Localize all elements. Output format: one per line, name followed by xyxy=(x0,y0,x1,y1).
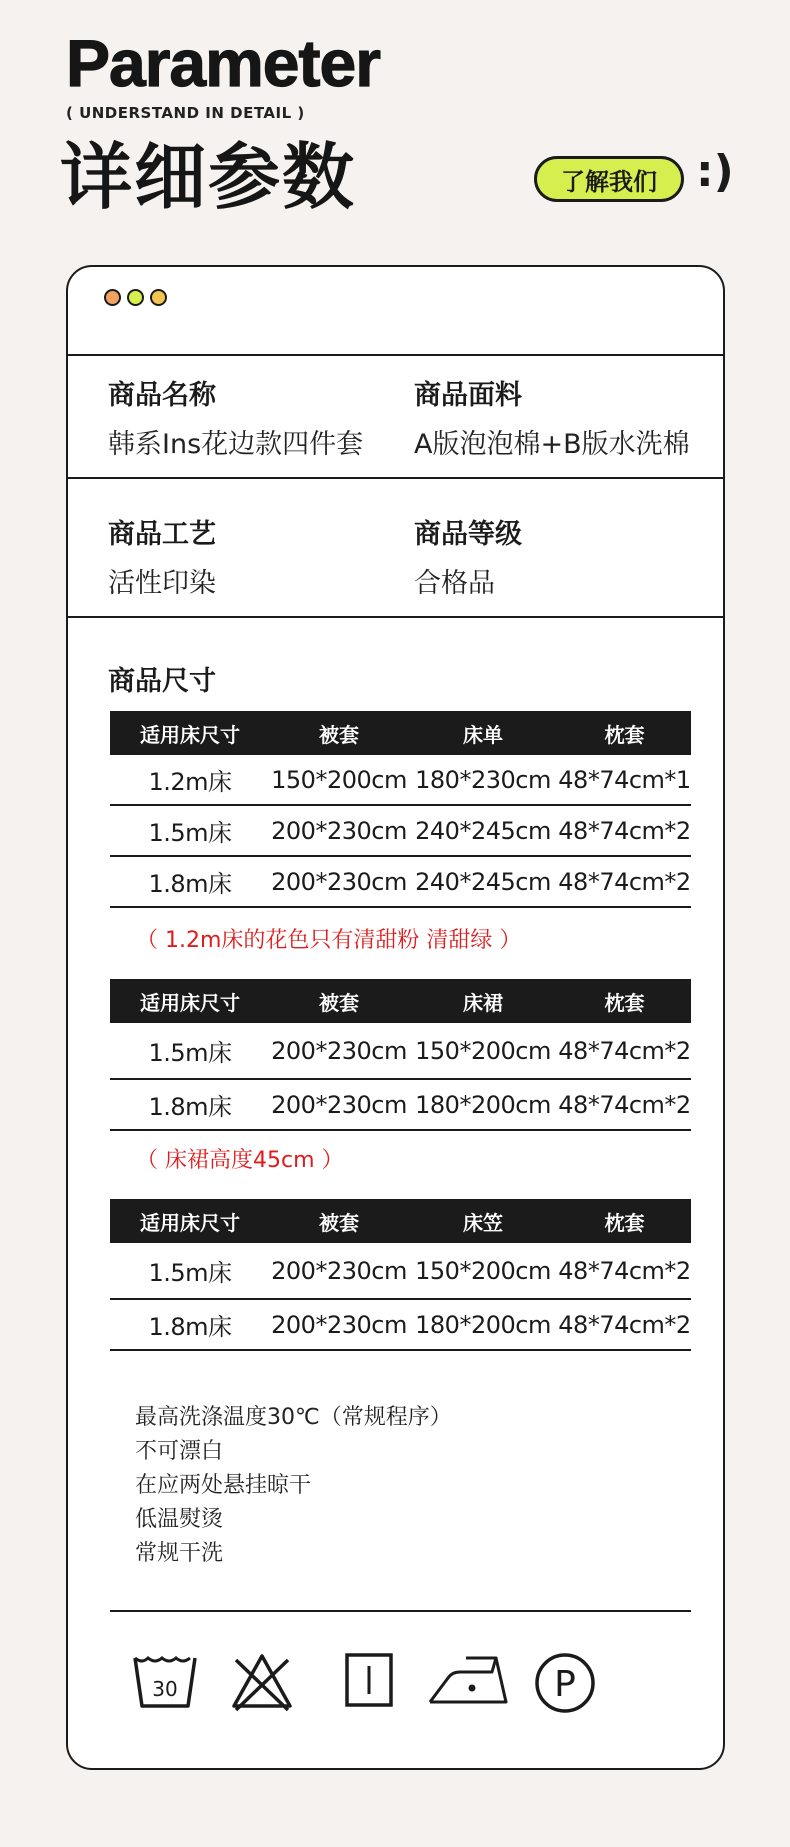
table-cell: 150*200cm xyxy=(271,765,407,794)
table-cell: 200*230cm xyxy=(271,1036,407,1065)
care-item: 常规干洗 xyxy=(135,1541,224,1566)
page-title: 详细参数 xyxy=(60,135,357,219)
table-cell: 180*230cm xyxy=(415,765,551,794)
table-cell: 48*74cm*2 xyxy=(558,1036,691,1065)
table-cell: 200*230cm xyxy=(271,867,407,896)
table-note: （ 床裙高度45cm ） xyxy=(136,1148,344,1173)
table-row xyxy=(110,1080,691,1131)
window-dot-lime-icon xyxy=(127,289,144,306)
dry-clean-letter: P xyxy=(554,1664,576,1705)
size-section-title: 商品尺寸 xyxy=(108,666,216,697)
care-item: 在应两处悬挂晾干 xyxy=(135,1473,312,1498)
table-cell: 1.2m床 xyxy=(148,768,232,796)
table-row xyxy=(110,1300,691,1351)
table-cell: 240*245cm xyxy=(415,867,551,896)
size-table-fitted xyxy=(110,1199,691,1351)
col-header: 床单 xyxy=(463,722,503,747)
info-item-craft xyxy=(108,512,216,600)
info-item-name xyxy=(108,373,363,461)
table-cell: 180*200cm xyxy=(415,1090,551,1119)
table-cell: 240*245cm xyxy=(415,816,551,845)
table-cell: 48*74cm*2 xyxy=(558,816,691,845)
no-bleach-icon xyxy=(230,1652,294,1712)
info-label: 商品面料 xyxy=(414,380,522,411)
wash-temp-label: 30 xyxy=(152,1677,178,1701)
table-cell: 200*230cm xyxy=(271,816,407,845)
window-dot-yellow-icon xyxy=(150,289,167,306)
parameter-card xyxy=(66,265,725,1770)
divider xyxy=(110,1610,691,1612)
care-item: 不可漂白 xyxy=(135,1439,224,1464)
col-header: 枕套 xyxy=(604,722,645,747)
table-cell: 48*74cm*2 xyxy=(558,867,691,896)
en-title: Parameter xyxy=(66,26,380,100)
table-row xyxy=(110,806,691,857)
table-row xyxy=(110,755,691,806)
info-label: 商品工艺 xyxy=(108,519,216,550)
table-row xyxy=(110,1243,691,1300)
divider xyxy=(68,477,723,479)
low-iron-icon xyxy=(426,1652,510,1708)
table-header xyxy=(110,711,691,755)
col-header: 被套 xyxy=(319,990,359,1015)
info-item-fabric xyxy=(414,373,690,461)
table-cell: 200*230cm xyxy=(271,1310,407,1339)
divider xyxy=(68,616,723,618)
care-icon-row xyxy=(108,1652,698,1732)
table-cell: 1.5m床 xyxy=(148,1039,232,1067)
table-cell: 180*200cm xyxy=(415,1310,551,1339)
info-value: 韩系Ins花边款四件套 xyxy=(108,429,364,460)
col-header: 被套 xyxy=(319,722,359,747)
table-cell: 48*74cm*2 xyxy=(558,1256,691,1285)
table-cell: 48*74cm*1 xyxy=(558,765,691,794)
divider xyxy=(68,354,723,356)
table-cell: 48*74cm*2 xyxy=(558,1090,691,1119)
col-header: 被套 xyxy=(319,1210,359,1235)
table-cell: 1.8m床 xyxy=(148,1313,232,1341)
info-item-grade xyxy=(414,512,522,600)
about-us-label: 了解我们 xyxy=(561,167,657,196)
col-header: 床笠 xyxy=(463,1210,503,1235)
line-dry-icon xyxy=(344,1652,394,1708)
about-us-button[interactable] xyxy=(534,156,684,202)
table-row xyxy=(110,857,691,908)
table-cell: 1.5m床 xyxy=(148,819,232,847)
care-instructions xyxy=(135,1401,452,1571)
info-value: 活性印染 xyxy=(108,568,216,599)
smiley-face: :) xyxy=(696,146,734,197)
size-table-sheet xyxy=(110,711,691,908)
table-cell: 150*200cm xyxy=(415,1036,551,1065)
col-header: 适用床尺寸 xyxy=(140,722,240,747)
info-value: 合格品 xyxy=(414,568,495,599)
table-header xyxy=(110,979,691,1023)
table-cell: 200*230cm xyxy=(271,1090,407,1119)
window-dot-orange-icon xyxy=(104,289,121,306)
table-cell: 1.8m床 xyxy=(148,1093,232,1121)
col-header: 枕套 xyxy=(604,990,645,1015)
info-value: A版泡泡棉+B版水洗棉 xyxy=(414,429,690,460)
col-header: 枕套 xyxy=(604,1210,645,1235)
en-subtitle: ( UNDERSTAND IN DETAIL ) xyxy=(66,104,305,122)
table-header xyxy=(110,1199,691,1243)
size-table-skirt xyxy=(110,979,691,1131)
table-row xyxy=(110,1023,691,1080)
col-header: 适用床尺寸 xyxy=(140,990,240,1015)
table-cell: 1.5m床 xyxy=(148,1259,232,1287)
info-label: 商品名称 xyxy=(108,380,216,411)
care-item: 低温熨烫 xyxy=(135,1507,224,1532)
table-cell: 150*200cm xyxy=(415,1256,551,1285)
care-item: 最高洗涤温度30℃（常规程序） xyxy=(135,1405,452,1430)
col-header: 床裙 xyxy=(463,990,503,1015)
table-cell: 200*230cm xyxy=(271,1256,407,1285)
table-cell: 48*74cm*2 xyxy=(558,1310,691,1339)
col-header: 适用床尺寸 xyxy=(140,1210,240,1235)
table-note: （ 1.2m床的花色只有清甜粉 清甜绿 ） xyxy=(136,928,522,953)
window-dots xyxy=(104,289,167,306)
wash-30-icon xyxy=(132,1652,198,1712)
table-cell: 1.8m床 xyxy=(148,870,232,898)
dry-clean-p-icon xyxy=(533,1652,597,1716)
info-label: 商品等级 xyxy=(414,519,522,550)
